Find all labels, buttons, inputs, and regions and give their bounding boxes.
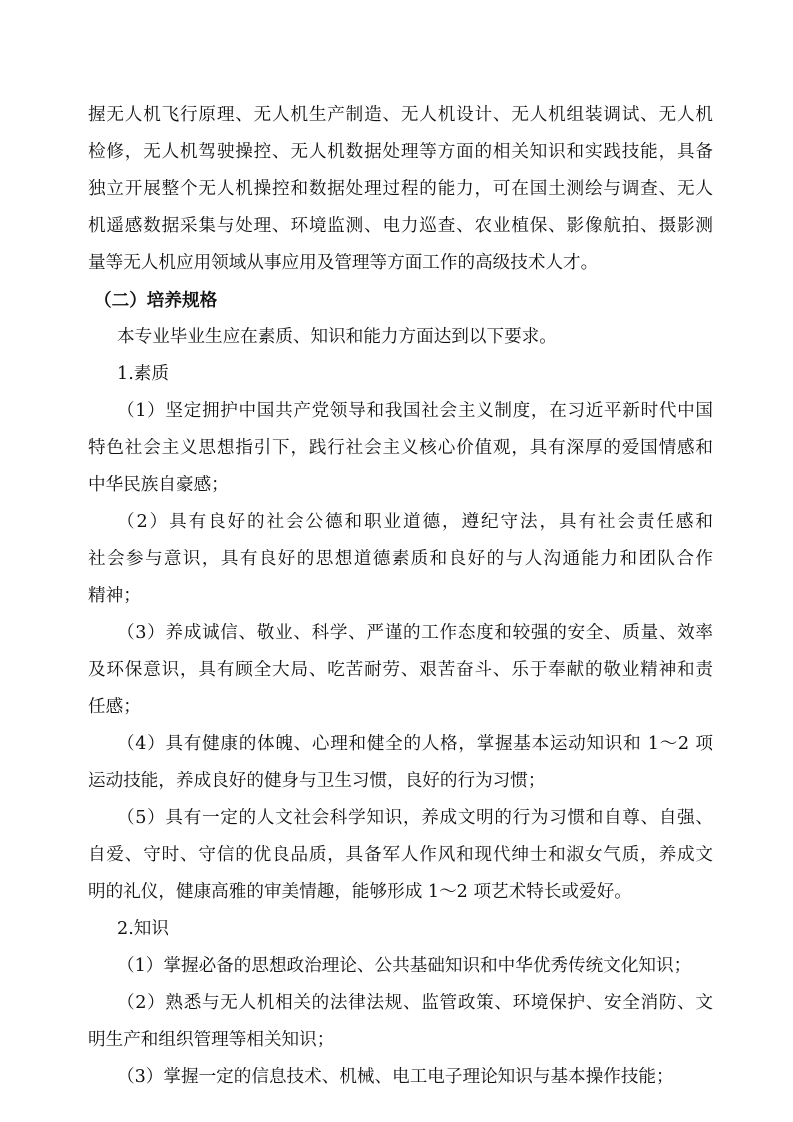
paragraph-q4 bbox=[88, 726, 713, 800]
text-line: （4）具有健康的体魄、心理和健全的人格，掌握基本运动知识和 1～2 项 bbox=[117, 734, 713, 754]
text-line: 任感； bbox=[88, 697, 141, 717]
paragraph-sec1 bbox=[88, 356, 713, 393]
paragraph-q3 bbox=[88, 615, 713, 726]
text-line: （1）掌握必备的思想政治理论、公共基础知识和中华优秀传统文化知识； bbox=[117, 956, 692, 976]
text-line: 明的礼仪，健康高雅的审美情趣，能够形成 1～2 项艺术特长或爱好。 bbox=[88, 882, 632, 902]
paragraph-q5 bbox=[88, 800, 713, 911]
text-line: 机遥感数据采集与处理、环境监测、电力巡查、农业植保、影像航拍、摄影测 bbox=[88, 216, 713, 236]
text-line: （2）具有良好的社会公德和职业道德，遵纪守法，具有社会责任感和 bbox=[117, 512, 713, 532]
paragraph-k2 bbox=[88, 985, 713, 1059]
text-line: 运动技能，养成良好的健身与卫生习惯，良好的行为习惯； bbox=[88, 771, 546, 791]
paragraph-sec2 bbox=[88, 911, 713, 948]
text-line: 1.素质 bbox=[117, 364, 169, 384]
text-line: （2）熟悉与无人机相关的法律法规、监管政策、环境保护、安全消防、文 bbox=[117, 993, 713, 1013]
text-line: 特色社会主义思想指引下，践行社会主义核心价值观，具有深厚的爱国情感和 bbox=[88, 438, 713, 458]
text-line: （3）养成诚信、敬业、科学、严谨的工作态度和较强的安全、质量、效率 bbox=[117, 623, 713, 643]
text-line: （5）具有一定的人文社会科学知识，养成文明的行为习惯和自尊、自强、 bbox=[117, 808, 713, 828]
text-line: 本专业毕业生应在素质、知识和能力方面达到以下要求。 bbox=[117, 327, 557, 347]
text-line: 独立开展整个无人机操控和数据处理过程的能力，可在国土测绘与调查、无人 bbox=[88, 179, 713, 199]
paragraph-k1 bbox=[88, 948, 713, 985]
text-line: 量等无人机应用领域从事应用及管理等方面工作的高级技术人才。 bbox=[88, 253, 599, 273]
text-line: 自爱、守时、守信的优良品质，具备军人作风和现代绅士和淑女气质，养成文 bbox=[88, 845, 713, 865]
text-line: 2.知识 bbox=[117, 919, 169, 939]
text-line: （1）坚定拥护中国共产党领导和我国社会主义制度，在习近平新时代中国 bbox=[117, 401, 713, 421]
paragraph-q1 bbox=[88, 393, 713, 504]
text-line: （二）培养规格 bbox=[94, 290, 218, 311]
text-line: 社会参与意识，具有良好的思想道德素质和良好的与人沟通能力和团队合作 bbox=[88, 549, 713, 569]
paragraph-req-intro bbox=[88, 319, 713, 356]
section-heading bbox=[88, 282, 713, 319]
text-line: 握无人机飞行原理、无人机生产制造、无人机设计、无人机组装调试、无人机 bbox=[88, 105, 713, 125]
text-line: 精神； bbox=[88, 586, 141, 606]
paragraph-intro-cont bbox=[88, 97, 713, 282]
text-line: （3）掌握一定的信息技术、机械、电工电子理论知识与基本操作技能； bbox=[117, 1067, 674, 1087]
paragraph-k3 bbox=[88, 1059, 713, 1096]
text-line: 及环保意识，具有顾全大局、吃苦耐劳、艰苦奋斗、乐于奉献的敬业精神和责 bbox=[88, 660, 713, 680]
paragraph-q2 bbox=[88, 504, 713, 615]
document-page bbox=[88, 97, 713, 1096]
text-line: 中华民族自豪感； bbox=[88, 475, 229, 495]
text-line: 检修，无人机驾驶操控、无人机数据处理等方面的相关知识和实践技能，具备 bbox=[88, 142, 713, 162]
text-line: 明生产和组织管理等相关知识； bbox=[88, 1030, 335, 1050]
